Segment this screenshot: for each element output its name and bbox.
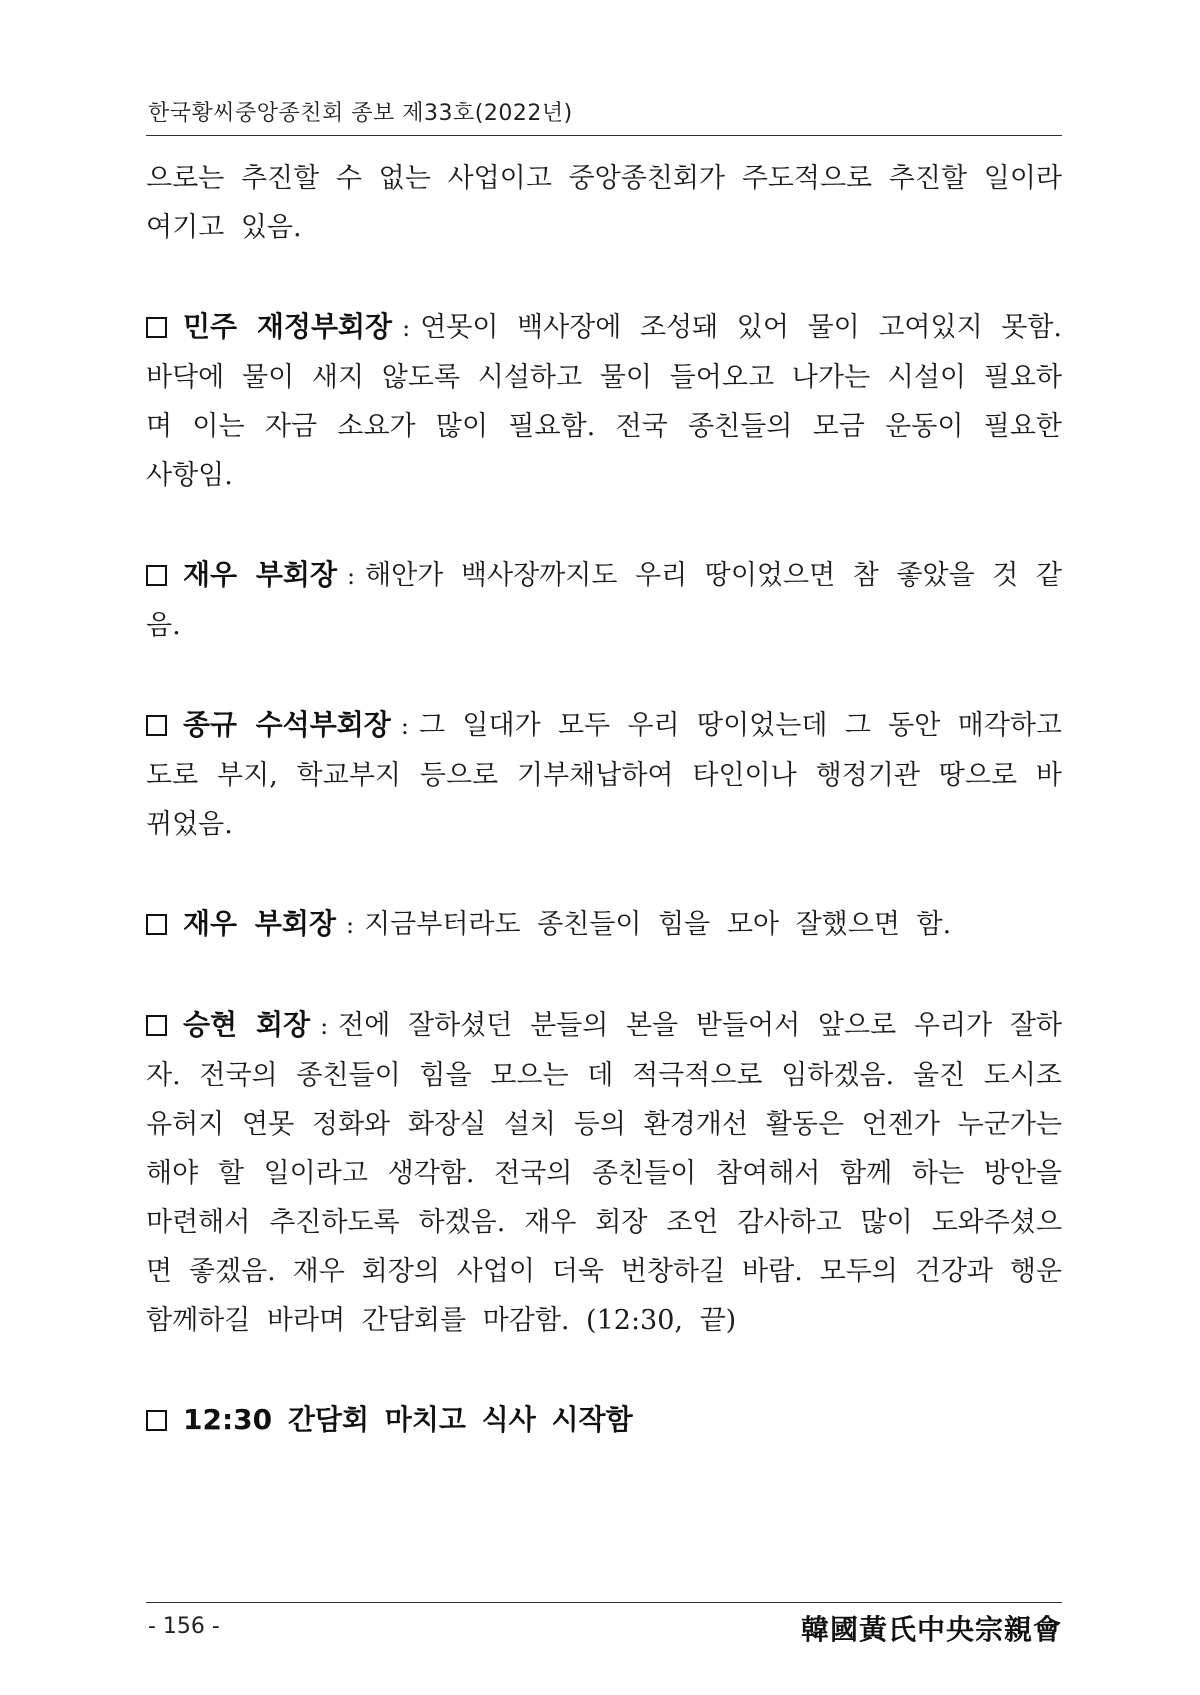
speaker-paragraph [146,899,1062,950]
checkbox-bullet-icon [146,317,167,338]
speaker-name: 재우 부회장 [183,907,336,940]
speaker-name: 승현 회장 [183,1008,311,1041]
checkbox-bullet-icon [146,914,167,935]
separator-colon: : [400,712,409,740]
paragraph-text: 으로는 추진할 수 없는 사업이고 중앙종친회가 주도적으로 추진할 일이라 여기고 있음. [146,163,1062,243]
organization-logo: 韓國黃氏中央宗親會 [800,1613,1062,1646]
page-body [146,154,1062,1444]
closing-item-text: 12:30 간담회 마치고 식사 시작함 [183,1403,633,1436]
paragraph-text: 지금부터라도 종친들이 힘을 모아 잘했으면 함. [364,909,952,940]
separator-colon: : [347,562,356,590]
paragraph-text: 연못이 백사장에 조성돼 있어 물이 고여있지 못함. 바닥에 물이 새지 않도록 시설하고 물이 들어오고 나가는 시설이 필요하며 이는 자금 소요가 많이 필요함. 전국 종친들의 모금 운동이 필요한 사항임. [146,312,1063,491]
checkbox-bullet-icon [146,715,167,736]
speaker-paragraph [146,700,1062,849]
closing-item [146,1395,1062,1444]
speaker-paragraph [146,550,1062,650]
paragraph-text: 그 일대가 모두 우리 땅이었는데 그 동안 매각하고 도로 부지, 학교부지 등으로 기부채납하여 타인이나 행정기관 땅으로 바뀌었음. [146,710,1063,840]
running-header: 한국황씨중앙종친회 종보 제33호(2022년) [148,101,573,126]
speaker-name: 재우 부회장 [183,558,337,591]
separator-colon: : [346,911,355,939]
footer-divider [146,1602,1062,1603]
speaker-name: 종규 수석부회장 [183,708,391,741]
speaker-paragraph [146,1000,1062,1345]
checkbox-bullet-icon [146,1410,167,1431]
header-divider [146,135,1062,136]
paragraph-text: 전에 잘하셨던 분들의 본을 받들어서 앞으로 우리가 잘하자. 전국의 종친들이 힘을 모으는 데 적극적으로 임하겠음. 울진 도시조 유허지 연못 정화와 화장실 설치 등의 환경개선 활동은 언젠가 누군가는 해야 할 일이라고 생각함. 전국의 종친들이 참여해서 함께 하는 방안을 마련해서 추진하도록 하겠음. 재우 회장 조언 감사하고 많이 도와주셨으면 좋겠음. 재우 회장의 사업이 더욱 번창하길 바람. 모두의 건강과 행운 함께하길 바라며 간담회를 마감함. (12:30, 끝) [146,1010,1062,1336]
checkbox-bullet-icon [146,1015,167,1036]
paragraph-text: 해안가 백사장까지도 우리 땅이었으면 참 좋았을 것 같음. [146,560,1062,641]
speaker-name: 민주 재정부회장 [183,310,393,343]
speaker-paragraph [146,302,1062,500]
checkbox-bullet-icon [146,565,167,586]
separator-colon: : [402,314,411,342]
separator-colon: : [320,1012,329,1040]
continuation-paragraph [146,154,1062,252]
page-number: - 156 - [148,1614,220,1639]
